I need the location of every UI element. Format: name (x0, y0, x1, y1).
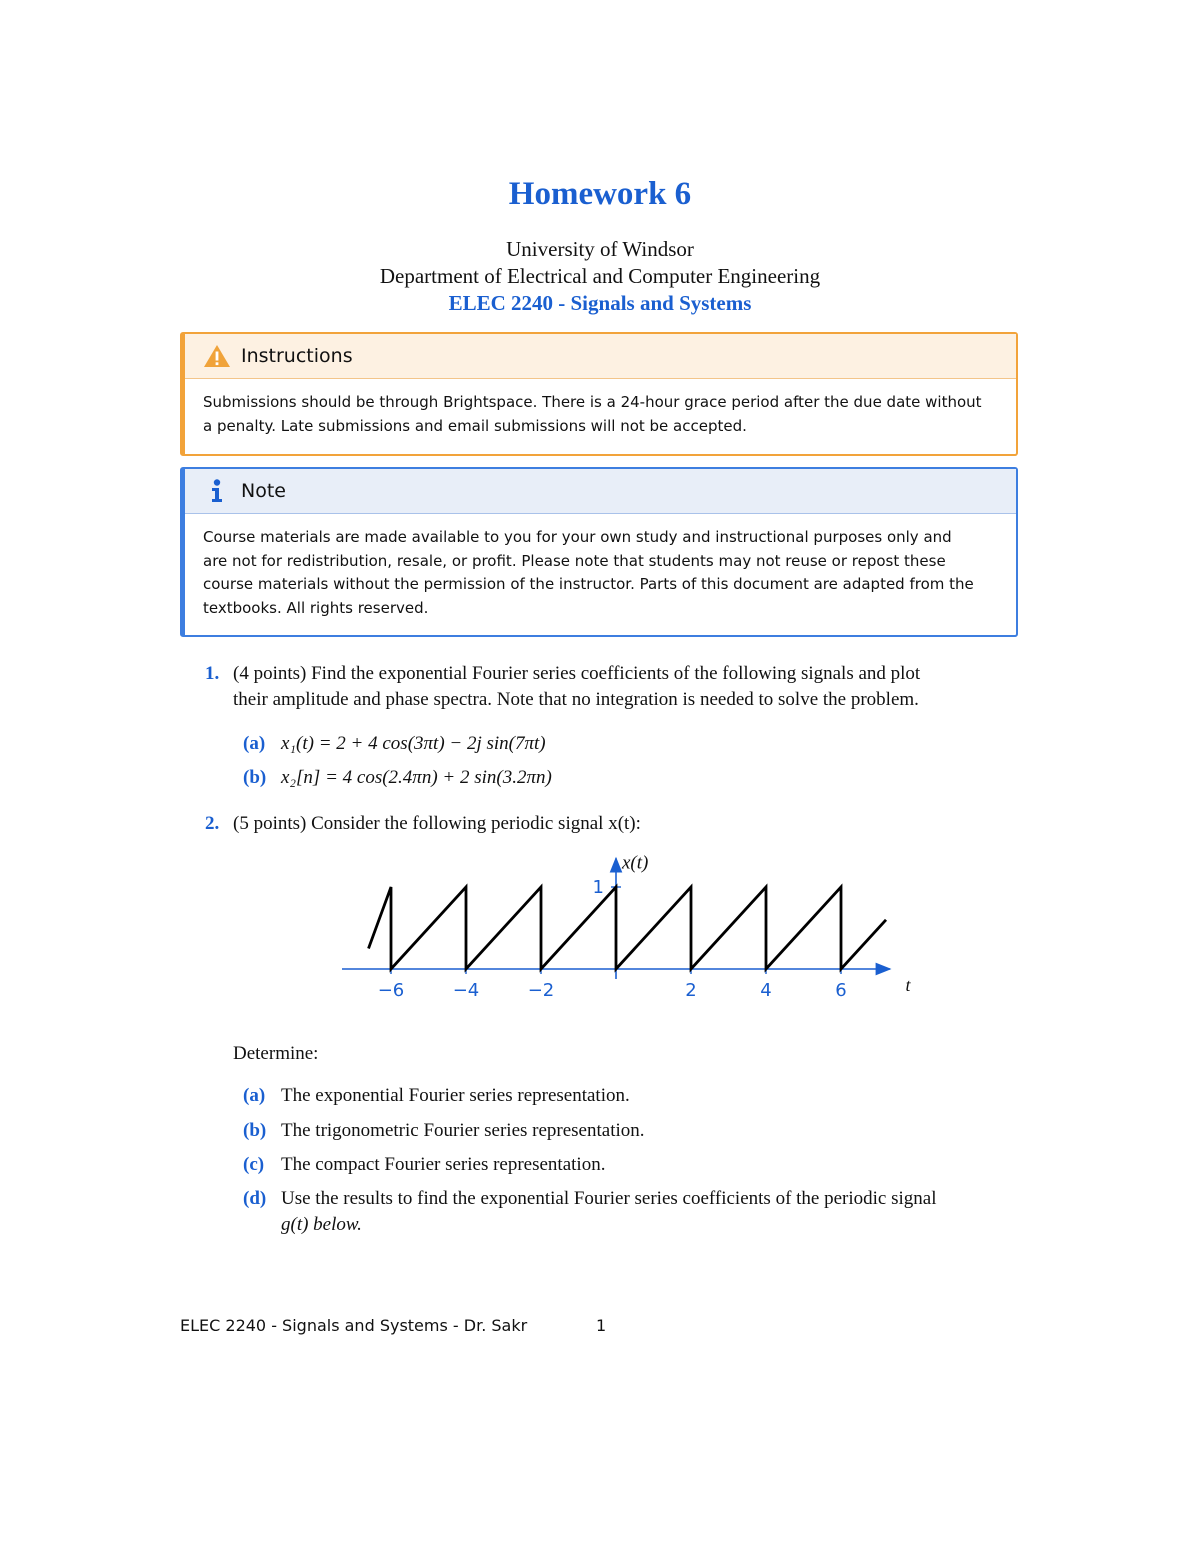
question-2c-label: (c) (243, 1154, 265, 1175)
warning-icon (203, 343, 231, 369)
x-axis-label: t (905, 975, 911, 995)
note-body (185, 514, 1016, 630)
determine-label: Determine: (233, 1043, 319, 1064)
note-callout (180, 467, 1018, 637)
question-2-text: (5 points) Consider the following periodic signal x(t): (233, 813, 641, 834)
note-line: are not for redistribution, resale, or profit. Please note that students may not reuse or repost these (203, 551, 946, 570)
instructions-line: a penalty. Late submissions and email submissions will not be accepted. (203, 416, 747, 435)
question-1b-label: (b) (243, 767, 267, 788)
question-1-text: their amplitude and phase spectra. Note that no integration is needed to solve the problem. (233, 689, 919, 710)
instructions-callout (180, 332, 1018, 456)
course-name: ELEC 2240 - Signals and Systems (448, 291, 752, 315)
sawtooth-chart (330, 840, 930, 1010)
question-2b-text: The trigonometric Fourier series representation. (281, 1120, 645, 1141)
instructions-heading: Instructions (241, 345, 353, 367)
note-line: course materials without the permission of the instructor. Parts of this document are adapted from the (203, 575, 974, 593)
question-1a-label: (a) (243, 733, 266, 754)
page-number: 1 (596, 1316, 607, 1335)
question-1a-expression: x₁(t) = 2 + 4 cos(3πt) − 2j sin(7πt) (281, 733, 546, 754)
question-2d-text: g(t) below. (281, 1214, 362, 1235)
y-tick-label: 1 (592, 877, 604, 898)
university-name: University of Windsor (506, 237, 694, 261)
y-axis-label: x(t) (622, 852, 649, 874)
x-tick-label: −2 (527, 980, 555, 1001)
signal-line (369, 887, 887, 969)
question-2-number: 2. (205, 813, 220, 834)
note-header (185, 469, 1016, 514)
instructions-line: Submissions should be through Brightspace. There is a 24-hour grace period after the due date without (203, 393, 982, 411)
question-1-number: 1. (205, 663, 220, 684)
question-2d-text: Use the results to find the exponential Fourier series coefficients of the periodic signal (281, 1188, 937, 1209)
note-heading: Note (241, 480, 286, 502)
footer-text: ELEC 2240 - Signals and Systems - Dr. Sakr (180, 1316, 528, 1335)
x-tick-label: −6 (377, 980, 405, 1001)
question-2b-label: (b) (243, 1120, 267, 1141)
instructions-body (185, 379, 1016, 448)
instructions-header (185, 334, 1016, 379)
question-2a-text: The exponential Fourier series representation. (281, 1085, 630, 1106)
question-1-text: (4 points) Find the exponential Fourier series coefficients of the following signals and plot (233, 663, 921, 684)
x-tick-label: 4 (760, 980, 772, 1001)
x-tick-label: 2 (685, 980, 697, 1001)
department-name: Department of Electrical and Computer Engineering (379, 264, 821, 288)
info-icon (203, 478, 231, 504)
question-2d-label: (d) (243, 1188, 267, 1209)
page-title: Homework 6 (508, 176, 692, 212)
x-tick-label: −4 (452, 980, 480, 1001)
question-2a-label: (a) (243, 1085, 266, 1106)
question-1b-expression: x₂[n] = 4 cos(2.4πn) + 2 sin(3.2πn) (281, 767, 552, 788)
note-line: Course materials are made available to you for your own study and instructional purposes only and (203, 528, 952, 546)
note-line: textbooks. All rights reserved. (203, 598, 429, 617)
x-tick-label: 6 (835, 980, 847, 1001)
question-2c-text: The compact Fourier series representation. (281, 1154, 606, 1175)
